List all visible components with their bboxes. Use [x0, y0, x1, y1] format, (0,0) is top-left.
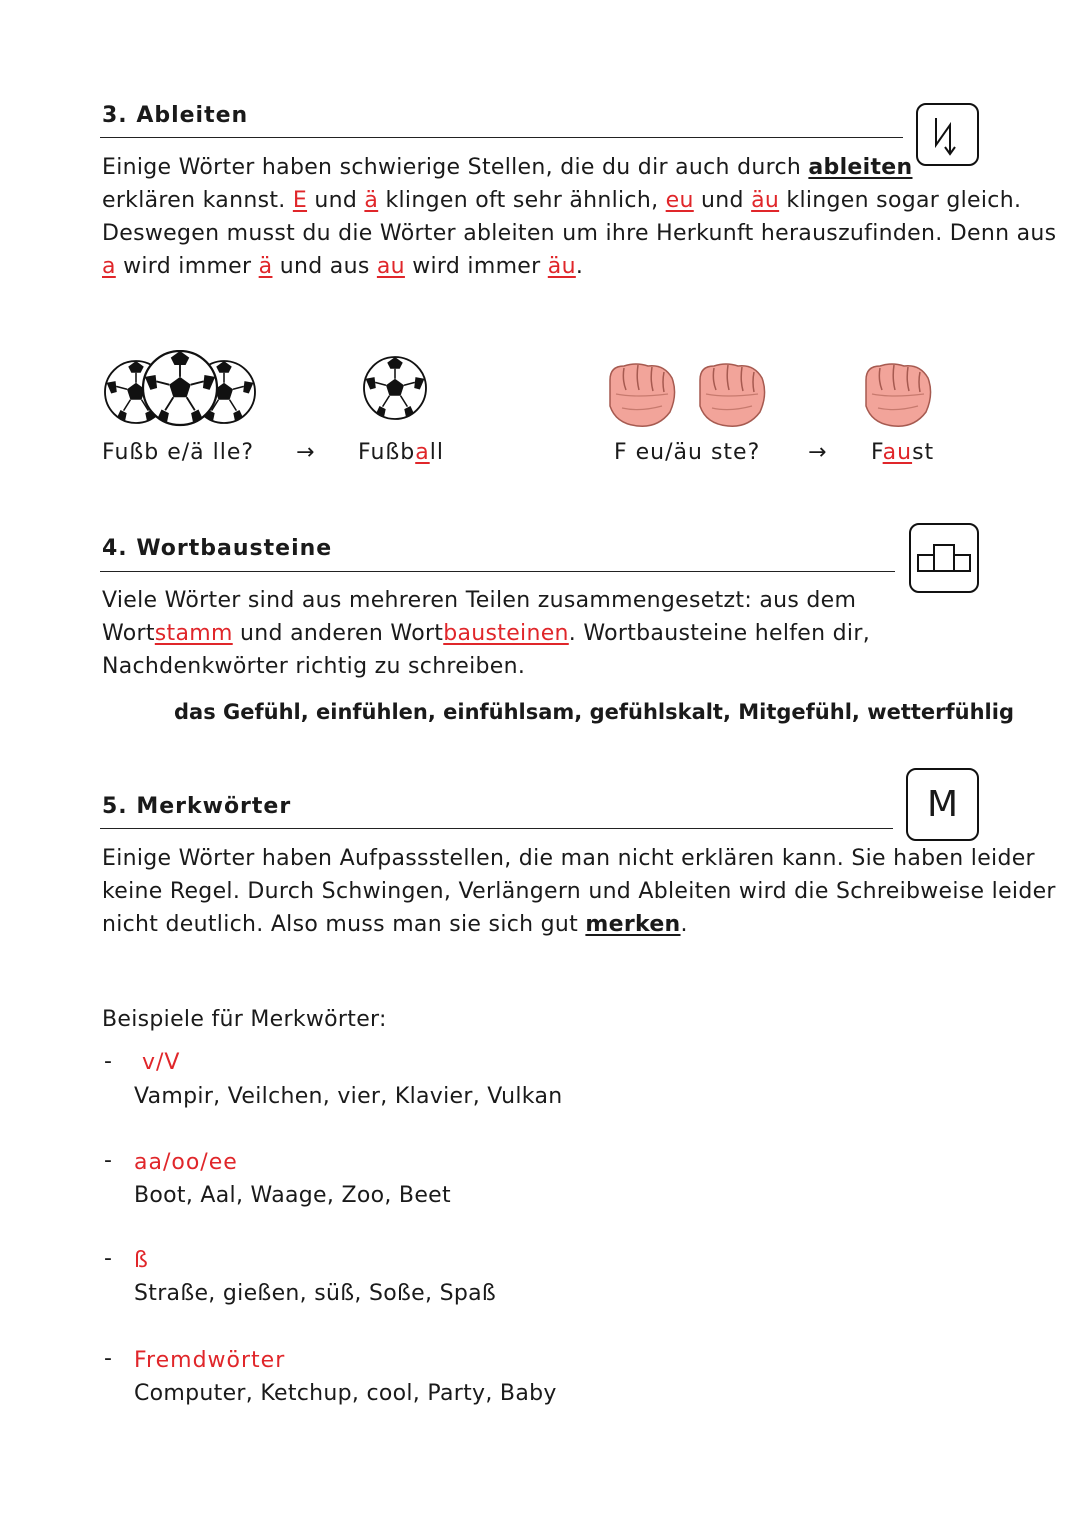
section-3-line-1: Einige Wörter haben schwierige Stellen, die du dir auch durch ableiten: [102, 155, 913, 180]
category-label: ß: [134, 1248, 149, 1273]
category-label: v/V: [142, 1050, 181, 1075]
example-answer-2: Faust: [871, 440, 935, 465]
bullet-dash: -: [104, 1346, 112, 1371]
arrow-icon: →: [808, 440, 827, 465]
memo-m-icon: M: [906, 768, 979, 841]
section-3-rule: [100, 137, 903, 138]
section-3-line-4: a wird immer ä und aus au wird immer äu.: [102, 254, 584, 279]
section-5-line-3: nicht deutlich. Also muss man sie sich gut merken.: [102, 912, 688, 937]
category-items: Vampir, Veilchen, vier, Klavier, Vulkan: [134, 1084, 563, 1109]
section-4-text: [102, 584, 870, 683]
category-items: Computer, Ketchup, cool, Party, Baby: [134, 1381, 557, 1406]
section-5-rule: [100, 828, 893, 829]
examples-title: Beispiele für Merkwörter:: [102, 1007, 387, 1032]
fist-icon: [858, 358, 942, 430]
soccer-ball-icon: [362, 355, 428, 421]
keyword-ableiten: ableiten: [808, 155, 913, 180]
section-3-text: [102, 151, 1056, 283]
bullet-dash: -: [104, 1246, 112, 1271]
section-5-text: [102, 842, 1056, 941]
section-4-line-3: Nachdenkwörter richtig zu schreiben.: [102, 654, 526, 679]
category-items: Boot, Aal, Waage, Zoo, Beet: [134, 1183, 451, 1208]
section-5-line-2: keine Regel. Durch Schwingen, Verlängern und Ableiten wird die Schreibweise leider: [102, 879, 1056, 904]
section-5-heading: 5. Merkwörter: [102, 794, 292, 819]
category-label: Fremdwörter: [134, 1348, 286, 1373]
section-3-line-2: erklären kannst. E und ä klingen oft sehr ähnlich, eu und äu klingen sogar gleich.: [102, 188, 1022, 213]
two-fists-icon: [604, 358, 778, 430]
arrow-icon: →: [296, 440, 315, 465]
category-label: aa/oo/ee: [134, 1150, 238, 1175]
section-4-heading: 4. Wortbausteine: [102, 536, 333, 561]
section-4-example-words: das Gefühl, einfühlen, einfühlsam, gefühlskalt, Mitgefühl, wetterfühlig: [174, 700, 1014, 724]
example-answer-1: Fußball: [358, 440, 444, 465]
section-5-line-1: Einige Wörter haben Aufpassstellen, die man nicht erklären kann. Sie haben leider: [102, 846, 1035, 871]
section-4-line-1: Viele Wörter sind aus mehreren Teilen zusammengesetzt: aus dem: [102, 588, 857, 613]
section-3-heading: 3. Ableiten: [102, 103, 249, 128]
word-blocks-icon: [909, 523, 979, 593]
example-question-2: F eu/äu ste?: [614, 440, 761, 465]
category-items: Straße, gießen, süß, Soße, Spaß: [134, 1281, 497, 1306]
keyword-merken: merken: [585, 912, 681, 937]
example-question-1: Fußb e/ä lle?: [102, 440, 255, 465]
section-4-rule: [100, 571, 895, 572]
bullet-dash: -: [104, 1049, 112, 1074]
soccer-balls-icon: [100, 350, 260, 428]
section-3-line-3: Deswegen musst du die Wörter ableiten um ihre Herkunft herauszufinden. Denn aus: [102, 221, 1057, 246]
section-4-line-2: Wortstamm und anderen Wortbausteinen. Wortbausteine helfen dir,: [102, 621, 870, 646]
bullet-dash: -: [104, 1148, 112, 1173]
